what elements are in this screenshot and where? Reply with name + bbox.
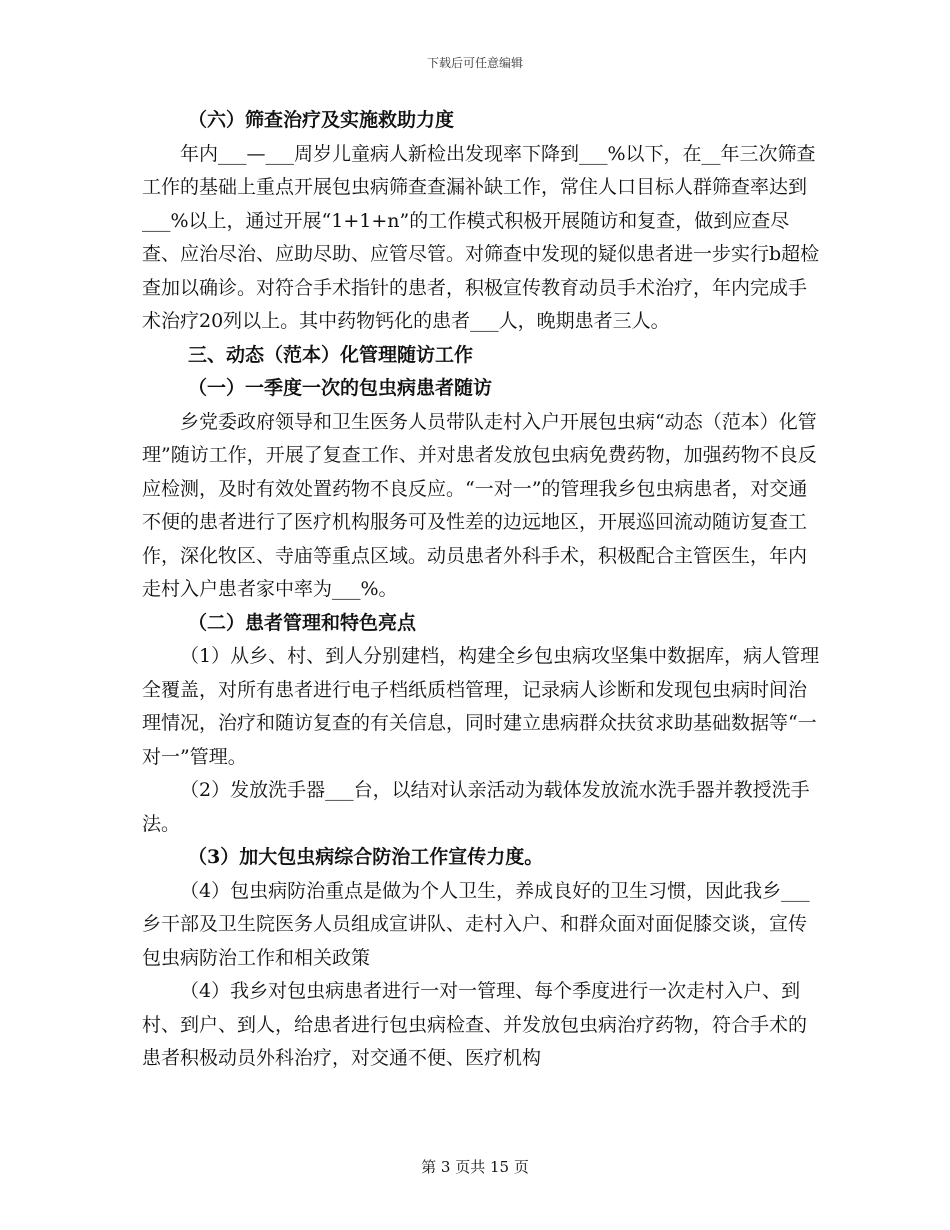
paragraph-item-4b: （4）我乡对包虫病患者进行一对一管理、每个季度进行一次走村入户、到村、到户、到人，给患者进行包虫病检查、并发放包虫病治疗药物，符合手术的患者积极动员外科治疗，对交通不便、医疗机构 — [142, 980, 808, 1069]
section-heading-dynamic-management: 三、动态（范本）化管理随访工作 — [188, 343, 474, 366]
document-body — [142, 104, 822, 1076]
subsection-heading-publicity: （3）加大包虫病综合防治工作宣传力度。 — [188, 846, 544, 868]
subsection-heading-quarterly-followup: （一）一季度一次的包虫病患者随访 — [188, 377, 493, 399]
section-heading-screening: （六）筛查治疗及实施救助力度 — [188, 109, 455, 131]
subsection-heading-patient-management: （二）患者管理和特色亮点 — [188, 611, 417, 634]
paragraph-followup: 乡党委政府领导和卫生医务人员带队走村入户开展包虫病“动态（范本）化管理”随访工作，开展了复查工作、并对患者发放包虫病免费药物，加强药物不良反应检测，及时有效处置药物不良反应。“一对一”的管理我乡包虫病患者，对交通不便的患者进行了医疗机构服务可及性差的边远地区，开展巡回流动随访复查工作，深化牧区、寺庙等重点区域。动员患者外科手术，积极配合主管医生，年内走村入户患者家中率为___%。 — [142, 410, 817, 600]
paragraph-item-4a: （4）包虫病防治重点是做为个人卫生，养成良好的卫生习惯，因此我乡___乡干部及卫生院医务人员组成宣讲队、走村入户、和群众面对面促膝交谈，宣传包虫病防治工作和相关政策 — [142, 879, 810, 969]
paragraph-item-2: （2）发放洗手器___台，以结对认亲活动为载体发放流水洗手器并教授洗手法。 — [142, 779, 810, 835]
paragraph-item-1: （1）从乡、村、到人分别建档，构建全乡包虫病攻坚集中数据库，病人管理全覆盖，对所有患者进行电子档纸质档管理，记录病人诊断和发现包虫病时间治理情况，治疗和随访复查的有关信息，同时建立患病群众扶贫求助基础数据等“一对一”管理。 — [142, 645, 820, 768]
paragraph-screening: 年内___—___周岁儿童病人新检出发现率下降到___%以下，在__年三次筛查工作的基础上重点开展包虫病筛查查漏补缺工作，常住人口目标人群筛查率达到___%以上，通过开展“1+1+n”的工作模式积极开展随访和复查，做到应查尽查、应治尽治、应助尽助、应管尽管。对筛查中发现的疑似患者进一步实行b超检查加以确诊。对符合手术指针的患者，积极宣传教育动员手术治疗，年内完成手术治疗20列以上。其中药物钙化的患者___人，晚期患者三人。 — [142, 142, 820, 332]
page-header: 下载后可任意编辑 — [426, 56, 523, 70]
page-footer: 第 3 页共 15 页 — [421, 1158, 529, 1176]
